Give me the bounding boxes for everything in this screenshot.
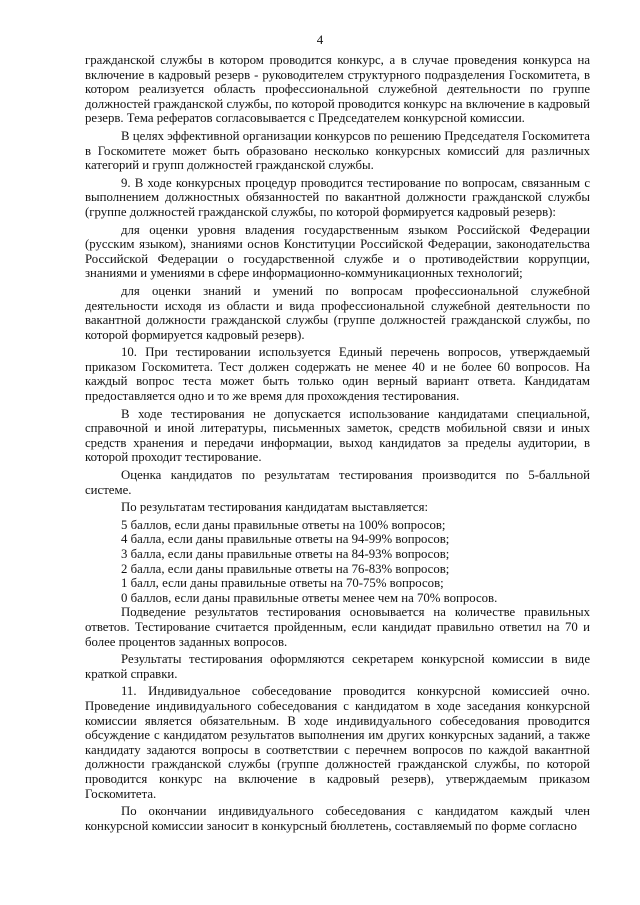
paragraph-continued: гражданской службы в котором проводится конкурс, а в случае проведения конкурса на включение в кадровый резерв - руководителем структурного подразделения Госкомитета, в котором реализуется область профессиональной служебной деятельности по группе должностей гражданской службы, по которой проводится конкурс на включение в кадровый резерв. Тема рефератов согласовывается с Председателем конкурсной комиссии. [85, 53, 590, 126]
score-list-item: 5 баллов, если даны правильные ответы на 100% вопросов; [121, 517, 446, 532]
paragraph-professional-test: для оценки знаний и умений по вопросам профессиональной служебной деятельности исходя из области и вида профессиональной служебной деятельности по вакантной должности гражданской службы (группе должностей гражданской службы, по которой формируется кадровый резерв). [85, 283, 590, 342]
paragraph-item-10: 10. При тестировании используется Единый перечень вопросов, утверждаемый приказом Госкомитета. Тест должен содержать не менее 40 и не более 60 вопросов. На каждый вопрос теста может быть только один верный вариант ответа. Кандидатам предоставляется одно и то же время для прохождения тестирования. [85, 345, 590, 404]
score-list [85, 518, 590, 606]
paragraph-scoring-system: Оценка кандидатов по результатам тестирования производится по 5-балльной системе. [85, 468, 590, 497]
score-list-item: 4 балла, если даны правильные ответы на 94-99% вопросов; [121, 532, 450, 547]
paragraph-results-report: Результаты тестирования оформляются секретарем конкурсной комиссии в виде краткой справки. [85, 652, 590, 681]
score-list-item: 0 баллов, если даны правильные ответы менее чем на 70% вопросов. [121, 590, 498, 605]
paragraph-results-basis: Подведение результатов тестирования основывается на количестве правильных ответов. Тестирование считается пройденным, если кандидат правильно ответил на 70 и более процентов заданных вопросов. [85, 605, 590, 649]
score-list-item: 2 балла, если даны правильные ответы на 76-83% вопросов; [121, 561, 450, 576]
paragraph-item-11: 11. Индивидуальное собеседование проводится конкурсной комиссией очно. Проведение индивидуального собеседования с кандидатом в ходе заседания конкурсной комиссии является обязательным. В ходе индивидуального собеседования проводится обсуждение с кандидатом результатов выполнения им других конкурсных заданий, а также кандидату задаются вопросы в соответствии с перечнем вопросов по каждой вакантной должности гражданской службы (группе должностей гражданской службы, по которой проводится конкурс на включение в кадровый резерв), утверждаемым приказом Госкомитета. [85, 684, 590, 801]
paragraph-language-test: для оценки уровня владения государственным языком Российской Федерации (русским языком), знаниями основ Конституции Российской Федерации, законодательства Российской Федерации о государственной службе и о противодействии коррупции, знаниями и умениями в сфере информационно-коммуникационных технологий; [85, 222, 590, 281]
paragraph-commissions: В целях эффективной организации конкурсов по решению Председателя Госкомитета в Госкомитете может быть образовано несколько конкурсных комиссий для различных категорий и групп должностей гражданской службы. [85, 128, 590, 173]
document-body [85, 53, 590, 836]
paragraph-ballot: По окончании индивидуального собеседования с кандидатом каждый член конкурсной комиссии заносит в конкурсный бюллетень, составляемый по форме согласно [85, 804, 590, 833]
paragraph-scoring-intro: По результатам тестирования кандидатам выставляется: [121, 500, 429, 515]
page-number: 4 [316, 32, 324, 47]
paragraph-item-9: 9. В ходе конкурсных процедур проводится тестирование по вопросам, связанным с выполнением должностных обязанностей по вакантной должности гражданской службы (группе должностей гражданской службы, по которой формируется кадровый резерв): [85, 175, 590, 219]
score-list-item: 1 балл, если даны правильные ответы на 70-75% вопросов; [121, 576, 444, 591]
score-list-item: 3 балла, если даны правильные ответы на 84-93% вопросов; [121, 547, 450, 561]
paragraph-restrictions: В ходе тестирования не допускается использование кандидатами специальной, справочной и иной литературы, письменных заметок, средств мобильной связи и иных средств хранения и передачи информации, выход кандидатов за пределы аудитории, в которой проходит тестирование. [85, 406, 590, 465]
